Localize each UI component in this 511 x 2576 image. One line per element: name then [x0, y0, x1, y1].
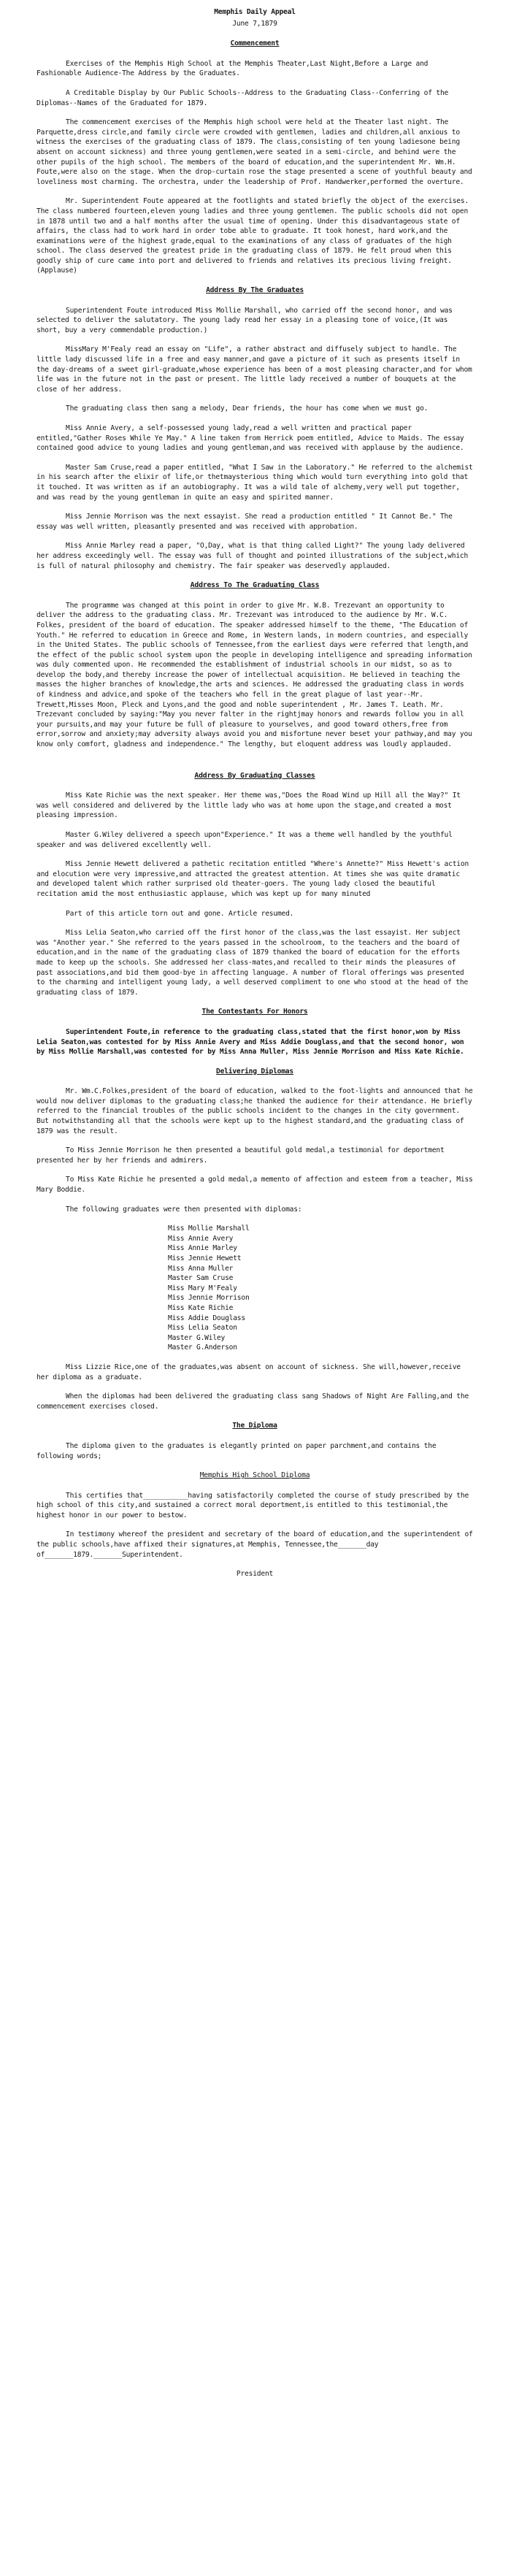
- graduates-paragraph-3: The graduating class then sang a melody, Dear friends, the hour has come when we must go.: [66, 405, 429, 413]
- class-address-paragraph: The programme was changed at this point in order to give Mr. W.B. Trezevant an opportunity to deliver the address to the graduating class. Mr. Trezevant was introduced to the audience by Mr. W.C. Folkes, president of the board of education. The speaker addressed himself to the theme, "The Education of Youth." He referred to education in Greece and Rome, in Western lands, in modern countries, and especially in the United States. The public schools of Tennessee,from the earliest days were referred that length,and the effect of the public school system upon the people in developing intelligence and spreading information was duly commented upon. He recommended the establishment of industrial schools in our midst, so as to develop the body,and thereby increase the power of intellectual acquisition. He believed in teaching the masses the higher branches of knowledge,the arts and sciences. He addressed the graduating class in words of kindness and advice,and spoke of the teachers who fell in the great plague of last year--Mr. Trewett,Misses Moon, Pleck and Lyons,and the good and noble superintendent , Mr. James T. Leath. Mr. Trezevant concluded by saying:"May you never falter in the rightjmay honors and rewards follow you in all your pursuits,and may your future be full of pleasure to yourselves, and good toward others,free from error,sorrow and anxiety;may adversity always avoid you and misfortune never beset your pathway,and may you know only comfort, gladness and independence." The lengthy, but eloquent address was loudly applauded.: [36, 601, 472, 749]
- newspaper-masthead: Memphis Daily Appeal: [214, 8, 296, 16]
- diploma-paragraph-3: In testimony whereof the president and secretary of the board of education,and the superintendent of the public schools,have affixed their signatures,at Memphis, Tennessee,the_______day of_______1879._______Superintendent.: [36, 1530, 473, 1559]
- graduate-name: Miss Mary M'Fealy: [168, 1284, 237, 1292]
- graduates-paragraph-4: Miss Annie Avery, a self-possessed young lady,read a well written and practical paper entitled,"Gather Roses While Ye May." A line taken from Herrick poem entitled, Advice to Maids. The essay contained good advice to young ladies and young gentleman,and was received with applause by the audience.: [36, 424, 464, 453]
- graduate-name: Miss Kate Richie: [168, 1303, 234, 1312]
- graduates-paragraph-6: Miss Jennie Morrison was the next essayist. She read a production entitled " It Cannot Be." The essay was well written, pleasantly presented and was received with approbation.: [36, 513, 453, 531]
- section-gap: [36, 759, 473, 771]
- heading-diploma-title: Memphis High School Diploma: [199, 1471, 310, 1480]
- graduate-name: Miss Jennie Morrison: [168, 1294, 250, 1303]
- diplomas-paragraph-6: When the diplomas had been delivered the graduating class sang Shadows of Night Are Falling,and the commencement exercises closed.: [36, 1392, 469, 1411]
- graduates-paragraph-7: Miss Annie Marley read a paper, "O,Day, what is that thing called Light?" The young lady delivered her address exceedingly well. The essay was full of thought and pointed illustrations of the subject,which is full of natural philosophy and chemistry. The fair speaker was deservedly applauded.: [36, 542, 469, 570]
- graduate-name: Miss Annie Avery: [168, 1234, 234, 1243]
- diplomas-paragraph-4: The following graduates were then presented with diplomas:: [66, 1205, 302, 1214]
- publication-date: June 7,1879: [232, 19, 277, 28]
- diploma-paragraph-2: This certifies that___________having satisfactorily completed the course of study prescribed by the high school of this city,and sustained a correct moral deportment,is entitled to this testimonial,the highest honor in our power to bestow.: [36, 1491, 469, 1519]
- heading-address-to-graduating-class: Address To The Graduating Class: [190, 581, 320, 590]
- graduate-name: Master G.Anderson: [168, 1343, 237, 1352]
- graduates-list: [168, 1224, 473, 1353]
- heading-contestants-for-honors: The Contestants For Honors: [201, 1008, 308, 1016]
- graduates-paragraph-1: Superintendent Foute introduced Miss Mollie Marshall, who carried off the second honor, and was selected to deliver the salutatory. The young lady read her essay in a pleasing tone of voice,(It was short, buy a very commendable production.): [36, 306, 453, 334]
- graduate-name: Master G.Wiley: [168, 1333, 226, 1342]
- classes-paragraph-2: Master G.Wiley delivered a speech upon"Experience." It was a theme well handled by the youthful speaker and was delivered excellently well.: [36, 831, 453, 849]
- diplomas-paragraph-2: To Miss Jennie Morrison he then presented a beautiful gold medal,a testimonial for deportment presented her by her friends and admirers.: [36, 1146, 445, 1165]
- commencement-paragraph-1: The commencement exercises of the Memphis high school were held at the Theater last night. The Parquette,dress circle,and family circle were crowded with gentlemen, ladies and children,all anxious to witness the exercises of the graduating class of 1879. The class,consisting of ten young ladiesone being absent on account sickness) and three young gentlemen,were seated in a semi-circle, and behind were the other pupils of the high school. The members of the board of education,and the superintendent Mr. Wm.H. Foute,were also on the stage. When the drop-curtain rose the stage presented a scene of youthful beauty and loveliness most charming. The orchestra, under the leadership of Prof. Handwerker,performed the overture.: [36, 118, 472, 186]
- heading-the-diploma: The Diploma: [232, 1422, 277, 1430]
- commencement-lead: Exercises of the Memphis High School at the Memphis Theater,Last Night,Before a Large and Fashionable Audience-The Address by the Graduates.: [36, 59, 429, 78]
- classes-paragraph-5: Miss Lelia Seaton,who carried off the first honor of the class,was the last essayist. Her subject was "Another year." She referred to the years passed in the schoolroom, to the teachers and the board of education,and in the name of the graduating class of 1879 thanked the board of education for the efforts made to keep up the schools. She addressed her class-mates,and recalled to their minds the pleasures of past associations,and bid them good-bye in affecting language. A number of floral offerings was presented to the charming and intelligent young lady, a well deserved compliment to one who stood at the head of the graduating class of 1879.: [36, 929, 469, 997]
- graduate-name: Miss Lelia Seaton: [168, 1324, 237, 1333]
- diplomas-paragraph-1: Mr. Wm.C.Folkes,president of the board of education, walked to the foot-lights and announced that he would now deliver diplomas to the graduating class;he thanked the audience for their attendance. He briefly referred to the financial troubles of the public schools incident to the changes in the city government. But notwithstanding all that the schools were kept up to the highest standard,and the graduating class of 1879 was the result.: [36, 1087, 473, 1135]
- graduate-name: Miss Mollie Marshall: [168, 1224, 250, 1233]
- heading-address-by-graduating-classes: Address By Graduating Classes: [194, 771, 315, 780]
- graduates-paragraph-2: MissMary M'Fealy read an essay on "Life", a rather abstract and diffusely subject to handle. The little lady discussed life in a free and easy manner,and gave a picture of it such as presents itself in the day-dreams of a sweet girl-graduate,whose experience has been of a most pleasing character,and for whom life was in the future not in the past or present. The little lady received a number of bouquets at the close of her address.: [36, 345, 472, 394]
- diploma-paragraph-1: The diploma given to the graduates is elegantly printed on paper parchment,and contains the following words;: [36, 1441, 437, 1460]
- classes-paragraph-1: Miss Kate Richie was the next speaker. Her theme was,"Does the Road Wind up Hill all the Way?" It was well considered and delivered by the little lady who was at home upon the stage,and created a most pleasing impression.: [36, 791, 461, 820]
- graduate-name: Miss Addie Douglass: [168, 1314, 245, 1322]
- graduate-name: Miss Jennie Hewett: [168, 1254, 242, 1262]
- classes-torn-note: Part of this article torn out and gone. Article resumed.: [66, 909, 294, 918]
- graduate-name: Miss Anna Muller: [168, 1264, 234, 1273]
- graduate-name: Master Sam Cruse: [168, 1274, 234, 1283]
- heading-delivering-diplomas: Delivering Diplomas: [216, 1067, 293, 1076]
- graduate-name: Miss Annie Marley: [168, 1244, 237, 1253]
- diplomas-paragraph-3: To Miss Kate Richie he presented a gold medal,a memento of affection and esteem from a teacher, Miss Mary Boddie.: [36, 1176, 473, 1195]
- commencement-paragraph-2: Mr. Superintendent Foute appeared at the footlights and stated briefly the object of the exercises. The class numbered fourteen,eleven young ladies and three young gentlemen. The public schools did not open in 1878 until two and a half months after the usual time of opening. Under this disadvantageous state of affairs, the class had to work hard in order tobe able to graduate. It took honest, hard work,and the examinations were of the highest grade,equal to the examinations of any class of graduates of the high school. The class deserved the greatest pride in the graduating class of 1879. He felt proud when this goodly ship of cure came into port and delivered to friends and relatives its precious living freight.(Applause): [36, 197, 469, 275]
- classes-paragraph-3: Miss Jennie Hewett delivered a pathetic recitation entitled "Where's Annette?" Miss Hewett's action and elocution were very impressive,and attracted the greatest attention. At times she was quite dramatic and developed talent which rather surprised old theater-goers. The young lady closed the beautiful recitation amid the most enthusiastic applause, which was kept up for many minuted: [36, 860, 469, 898]
- heading-commencement: Commencement: [230, 39, 280, 48]
- diplomas-paragraph-5: Miss Lizzie Rice,one of the graduates,was absent on account of sickness. She will,however,receive her diploma as a graduate.: [36, 1362, 461, 1381]
- heading-address-by-graduates: Address By The Graduates: [206, 286, 304, 295]
- contestants-paragraph: Superintendent Foute,in reference to the graduating class,stated that the first honor,won by Miss Lelia Seaton,was contested for by Miss Annie Avery and Miss Addie Douglass,and that the second honor, won by Miss Mollie Marshall,was contested for by Miss Anna Muller, Miss Jennie Morrison and Miss Kate Richie.: [36, 1027, 464, 1057]
- diploma-footer: President: [236, 1570, 274, 1579]
- graduates-paragraph-5: Master Sam Cruse,read a paper entitled, "What I Saw in the Laboratory." He referred to the alchemist in his search after the elixir of life,or thetmaysterious thing which would turn everything into gold that it touched. It was written as if an autobiography. It was a wild tale of alchemy,very well put together, and was read by the young gentleman in quite an easy and spirited manner.: [36, 463, 473, 502]
- commencement-subhead: A Creditable Display by Our Public Schools--Address to the Graduating Class--Conferring of the Diplomas--Names of the Graduated for 1879.: [36, 88, 449, 107]
